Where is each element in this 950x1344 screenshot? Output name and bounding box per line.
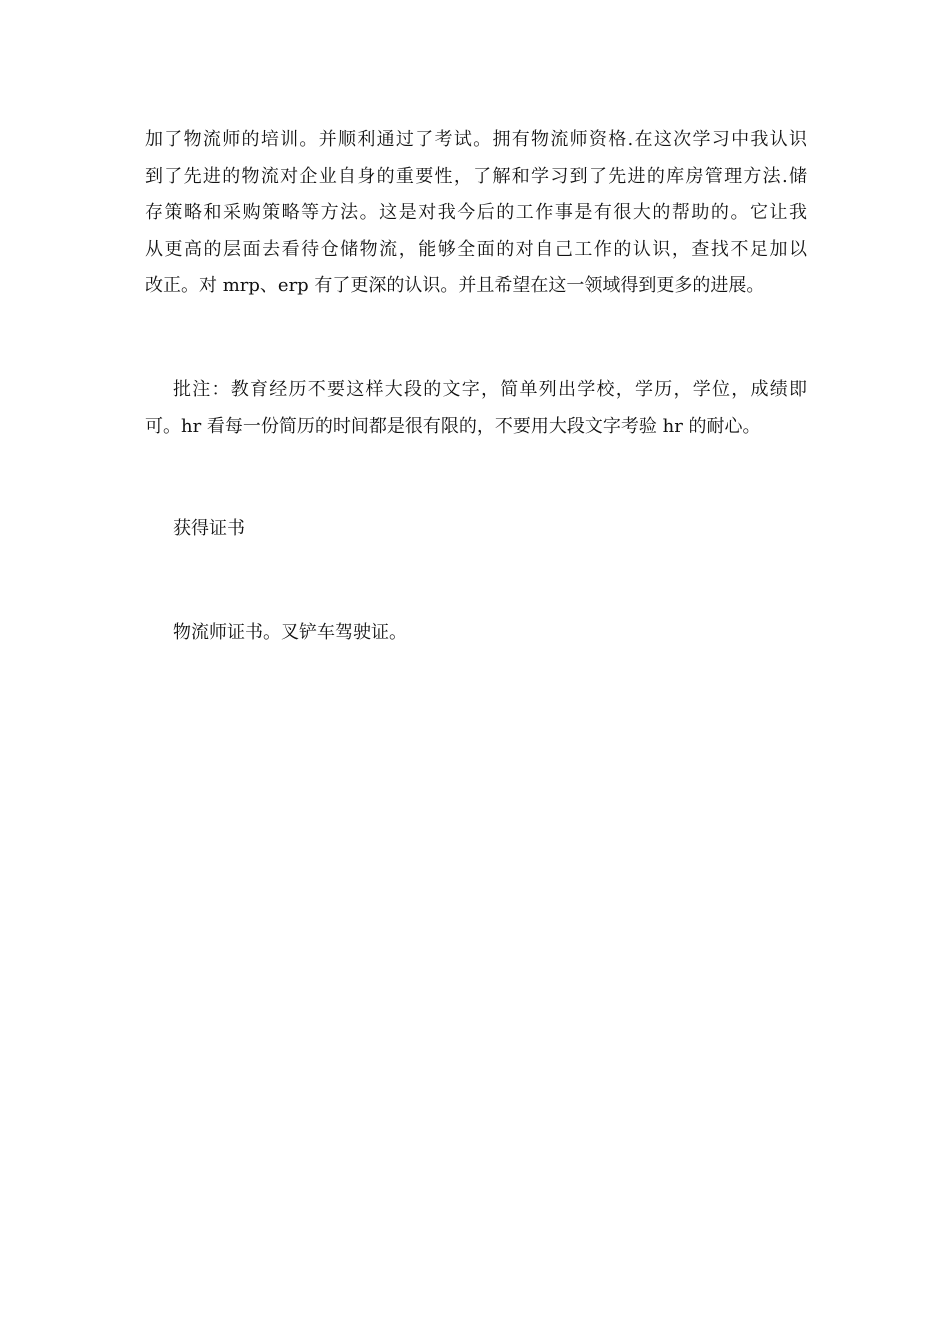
note-line: 可。hr 看每一份简历的时间都是很有限的，不要用大段文字考验 hr 的耐心。 [145, 415, 761, 437]
paragraph-line: 到了先进的物流对企业自身的重要性，了解和学习到了先进的库房管理方法.储 [145, 165, 807, 187]
paragraph-line: 改正。对 mrp、erp 有了更深的认识。并且希望在这一领域得到更多的进展。 [145, 275, 765, 296]
note-paragraph [145, 372, 807, 445]
training-paragraph [145, 122, 807, 305]
paragraph-line: 存策略和采购策略等方法。这是对我今后的工作事是有很大的帮助的。它让我 [145, 202, 807, 223]
paragraph-line: 从更高的层面去看待仓储物流，能够全面的对自己工作的认识，查找不足加以 [145, 238, 807, 260]
paragraph-line: 加了物流师的培训。并顺利通过了考试。拥有物流师资格.在这次学习中我认识 [145, 129, 807, 150]
certificates-heading: 获得证书 [173, 518, 245, 539]
note-line: 批注：教育经历不要这样大段的文字，简单列出学校，学历，学位，成绩即 [173, 379, 807, 400]
certificates-text: 物流师证书。叉铲车驾驶证。 [173, 622, 407, 643]
